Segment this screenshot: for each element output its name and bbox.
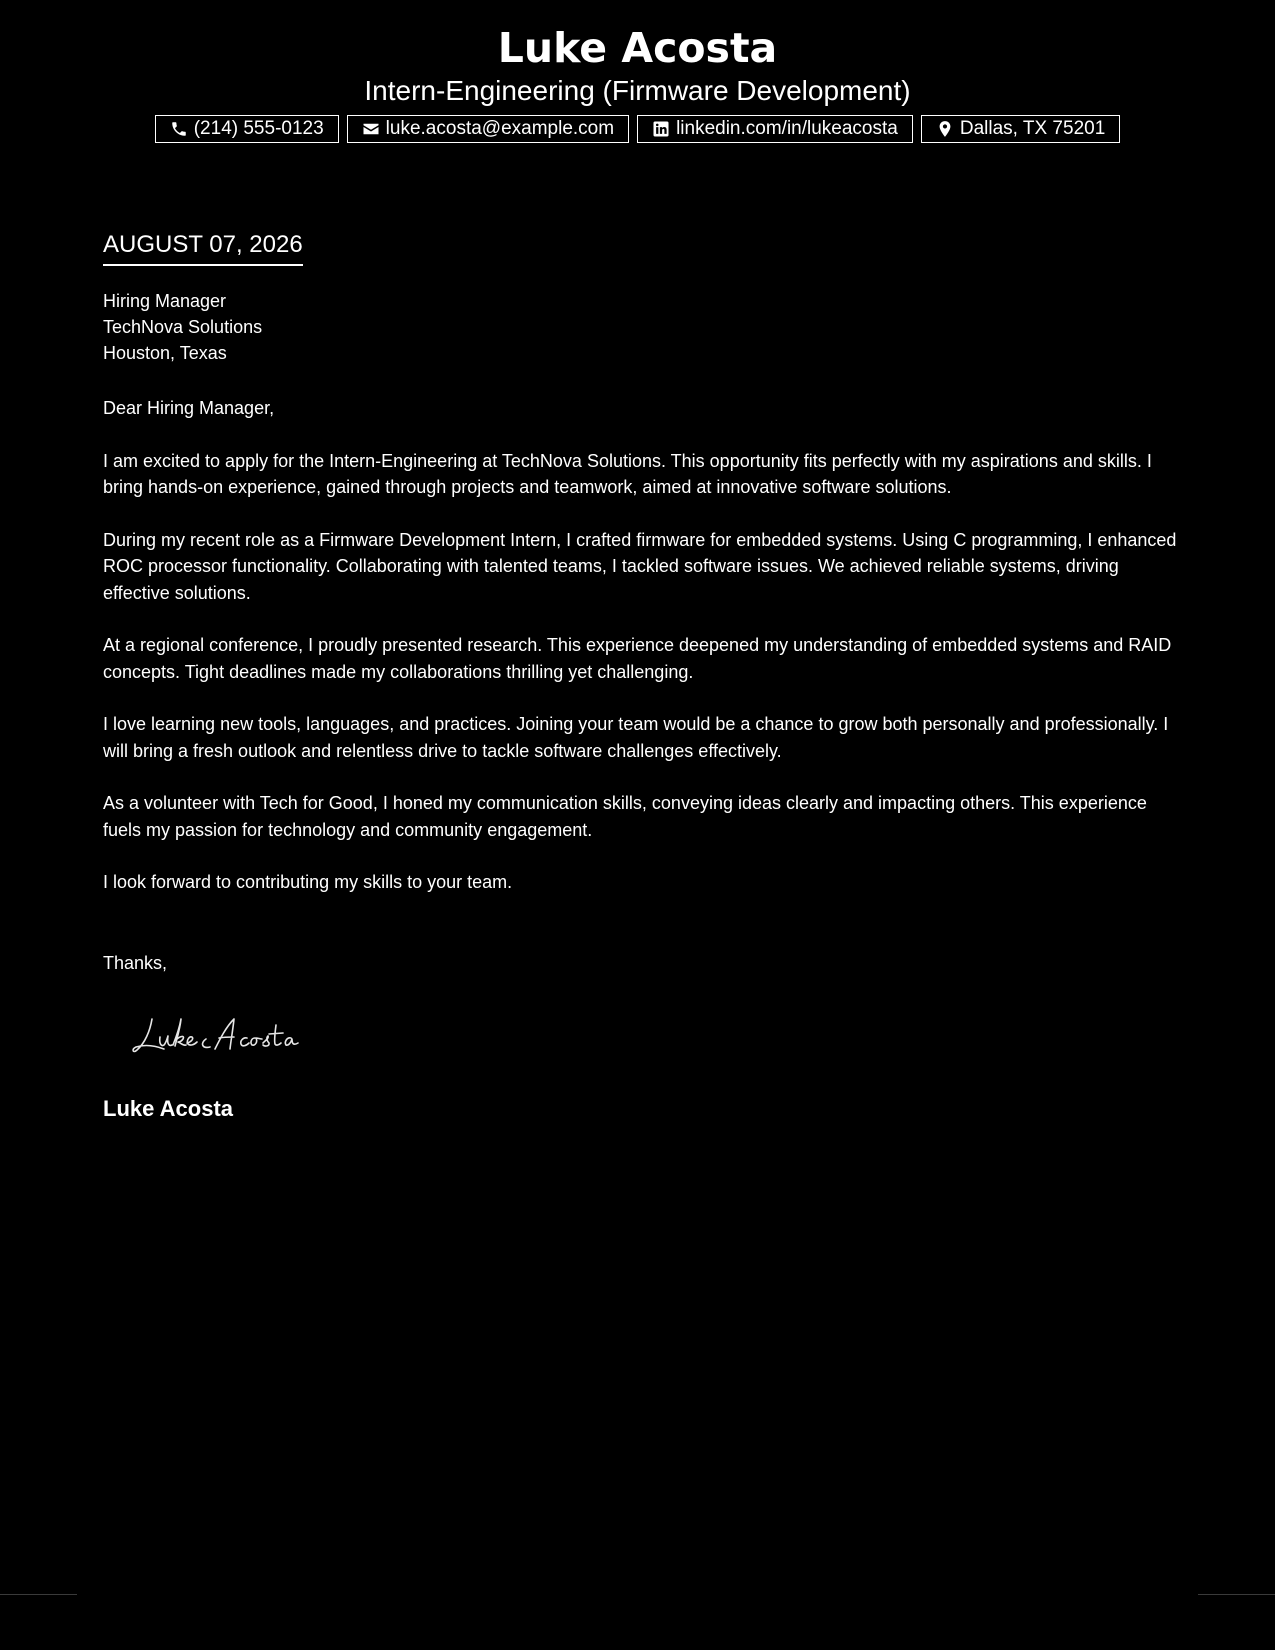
footer-divider-left [0,1594,77,1595]
applicant-name: Luke Acosta [497,24,778,72]
letter-date: AUGUST 07, 2026 [103,228,303,266]
body-paragraph: I am excited to apply for the Intern-Engineering at TechNova Solutions. This opportunity fits perfectly with my aspirations and skills. I bring hands-on experience, gained through projects and teamwork, aimed at innovative software solutions. [103,450,1152,497]
email-text: luke.acosta@example.com [385,118,615,139]
recipient-company: TechNova Solutions [103,317,263,337]
body-paragraph: I look forward to contributing my skills to your team. [103,872,513,892]
closing: Thanks, [103,953,168,973]
recipient-block [103,288,262,366]
body-paragraph: During my recent role as a Firmware Development Intern, I crafted firmware for embedded systems. Using C programming, I enhanced ROC processor functionality. Collaborating with talented teams, I tackled software issues. We achieved reliable systems, driving effective solutions. [103,529,1177,603]
linkedin-text: linkedin.com/in/lukeacosta [676,118,898,139]
body-paragraph: I love learning new tools, languages, and practices. Joining your team would be a chance to grow both personally and professionally. I will bring a fresh outlook and relentless drive to tackle software challenges effectively. [103,714,1169,761]
body-paragraph: As a volunteer with Tech for Good, I honed my communication skills, conveying ideas clearly and impacting others. This experience fuels my passion for technology and community engagement. [103,793,1147,840]
map-marker-icon [936,120,954,138]
footer-divider-right [1198,1594,1275,1595]
signer-name: Luke Acosta [103,1096,234,1121]
contact-linkedin[interactable] [637,115,913,143]
recipient-location: Houston, Texas [103,343,227,363]
letter-header [0,22,1275,143]
salutation: Dear Hiring Manager, [103,398,275,418]
letter-body [103,395,1178,922]
linkedin-icon [652,120,670,138]
phone-text: (214) 555-0123 [193,118,324,139]
contact-email[interactable] [347,115,629,143]
recipient-name: Hiring Manager [103,291,227,311]
contact-phone[interactable] [155,115,339,143]
body-paragraph: At a regional conference, I proudly presented research. This experience deepened my understanding of embedded systems and RAID concepts. Tight deadlines made my collaborations thrilling yet challenging. [103,635,1172,682]
location-text: Dallas, TX 75201 [959,118,1106,139]
handwritten-signature [130,1005,340,1065]
contact-bar [0,115,1275,143]
envelope-icon [362,120,380,138]
phone-icon [170,120,188,138]
contact-location[interactable] [921,115,1120,143]
applicant-title: Intern-Engineering (Firmware Development) [364,75,911,106]
